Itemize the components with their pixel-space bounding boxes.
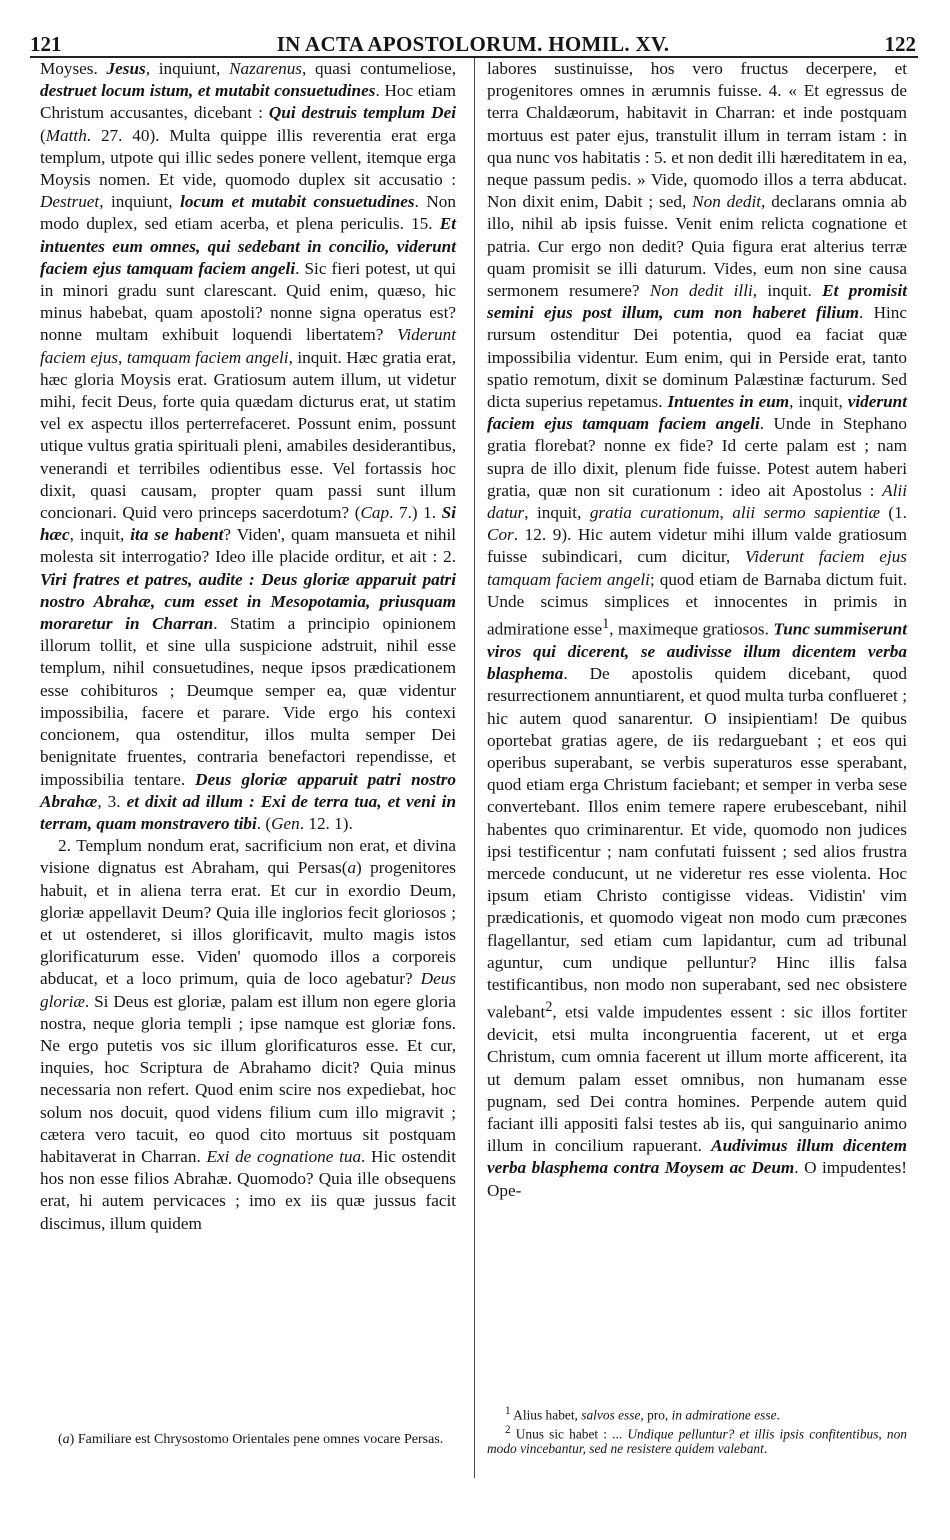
footnote-1: $^1$ Alius habet, salvos esse, pro, in admiratione esse. <box>505 1405 780 1423</box>
left-paragraph-1: Moyses. Jesus, inquiunt, Nazarenus, quasi contumeliose, destruet locum istum, et mutabit consuetudines. Hoc etiam Christum accusantes, dicebant : Qui destruis templum Dei (Matth. 27. 40). Multa quippe illis reverentia erat erga templum, utpote qui illic sedes ponere vellent, itemque erga Moysis nomen. Et vide, quomodo duplex sit accusatio : Destruet, inquiunt, locum et mutabit consuetudines. Non modo duplex, sed etiam acerba, et plena periculis. 15. Et intuentes eum omnes, qui sedebant in concilio, viderunt faciem ejus tamquam faciem angeli. Sic fieri potest, ut qui in minori gradu sunt clarescant. Quid enim, quæso, hic minus habebat, quam apostoli? nonne signa operatus est? nonne multam exhibuit loquendi libertatem? Viderunt faciem ejus, tamquam faciem angeli, inquit. Hæc gratia erat, hæc gloria Moysis erat. Gratiosum autem illum, ut videtur mihi, fecit Deus, forte quia quædam dicturus erat, ut statim vel ex aspectu illos perterrefaceret. Possunt enim, possunt utique vultus gratia spirituali pleni, amabiles desiderantibus, venerandi et terribiles odientibus esse. Vel fortassis hoc dixit, quasi causam, propter quam passi sunt illum concionari. Quid vero princeps sacerdotum? (Cap. 7.) 1. Si hæc, inquit, ita se habent? Viden', quam mansueta et nihil molesta sit interrogatio? Ideo ille placide orditur, et ait : 2. Viri fratres et patres, audite : Deus gloriæ apparuit patri nostro Abrahæ, cum esset in Mesopotamia, priusquam moraretur in Charran. Statim a principio opinionem illorum tollit, et sine ulla suspicione adstruit, nihil esse templum, nihil consuetudines, neque ipsos prædicationem esse cohibituros ; Deumque semper ea, quæ videntur impossibilia, facere et parare. Vide ergo his contexi concionem, qua ostenditur, illos multa semper Dei benignitate fruentes, contraria benefactori rependisse, et impossibilia tentare. Deus gloriæ apparuit patri nostro Abrahæ, 3. et dixit ad illum : Exi de terra tua, et veni in terram, quam monstravero tibi. (Gen. 12. 1). <box>40 59 457 833</box>
right-footnotes <box>487 1404 907 1457</box>
page-number-right: 122 <box>884 32 916 56</box>
right-column <box>487 58 907 1202</box>
running-title: IN ACTA APOSTOLORUM. HOMIL. XV. <box>276 32 670 56</box>
left-footnote <box>40 1432 460 1449</box>
footnote-2: $^2$ Unus sic habet : ... Undique pelluntur? et illis ipsis confitentibus, non modo vincebantur, sed ne resistere quidem valebant. <box>487 1423 907 1457</box>
column-divider <box>474 58 475 1478</box>
left-paragraph-2: 2. Templum nondum erat, sacrificium non erat, et divina visione dignatus est Abraham, qui Persas(a) progenitores habuit, et in aliena terra erat. Et cur in exordio Deum, gloriæ appellavit Deum? Quia ille inglorios fecit gloriosos ; et ut ostenderet, si illos glorificavit, multo magis istos glorificaturum esse. Viden' quomodo illos a corporeis abducat, et a loco primum, quia de loco agebatur? Deus gloriæ. Si Deus est gloriæ, palam est illum non egere gloria nostra, neque gloria templi ; ipse namque est gloriæ fons. Ne ergo putetis vos sic illum glorificaturos esse. Et cur, inquies, hoc Scriptura de Abrahamo dicit? Quia minus necessaria non refert. Quod enim scire nos expediebat, hoc solum nos docuit, quod videns filium cum illo migravit ; cætera vero tacuit, eo quod cito mortuus sit postquam habitaverat in Charran. Exi de cognatione tua. Hic ostendit hos non esse filios Abrahæ. Quomodo? Quia ille obsequens erat, hi autem pervicaces ; imo ex iis quæ jussus facit discimus, illum quidem <box>40 836 456 1233</box>
right-paragraph-1: labores sustinuisse, hos vero fructus decerpere, et progenitores omnes in ærumnis fuisse. 4. « Et egressus de terra Chaldæorum, habitavit in Charran: et inde postquam mortuus est pater ejus, transtulit illum in terram istam : in qua nunc vos habitatis : 5. et non dedit illi hæreditatem in ea, neque passum pedis. » Vide, quomodo illos a terra abducat. Non dixit enim, Dabit ; sed, Non dedit, declarans omnia ab illo, nihil ab ipsis fuisse. Venit enim relicta cognatione et patria. Cur ergo non dedit? Quia figura erat alterius terræ quam promisit se illi daturum. Vides, eum non sine causa sermonem resumere? Non dedit illi, inquit. Et promisit semini ejus post illum, cum non haberet filium. Hinc rursum ostenditur Dei potentia, quod ea faciat quæ impossibilia videntur. Eum enim, qui in Perside erat, tanto spatio remotum, dixit se dominum Palæstinæ facturum. Sed dicta superius repetamus. Intuentes in eum, inquit, viderunt faciem ejus tamquam faciem angeli. Unde in Stephano gratia florebat? nonne ex fide? Id certe palam est ; nam supra de illo dixit, plenum fide fuisse. Potest autem haberi gratia, quæ non sit curationum : ideo ait Apostolus : Alii datur, inquit, gratia curationum, alii sermo sapientiæ (1. Cor. 12. 9). Hic autem videtur mihi illum valde gratiosum fuisse subindicari, cum dicitur, Viderunt faciem ejus tamquam faciem angeli; quod etiam de Barnaba dictum fuit. Unde scimus simplices et innocentes in primis in admiratione esse$^1$, maximeque gratiosos. Tunc summiserunt viros qui dicerent, se audivisse illum dicentem verba blasphema. De apostolis quidem dicebant, quod resurrectionem annuntiarent, et quod multa turba conflueret ; hic autem quod sanarentur. O insipientiam! De quibus oportebat gratias agere, de iis redarguebant ; et eos qui operibus superabant, se verbis superaturos esse sperabant, quod etiam erga Christum faciebant; et semper in verba sese convertebant. Illos enim temere rapere erubescebant, nihil habentes quo criminarentur. Et vide, quomodo non judices ipsi testificentur ; nam confutati fuissent ; sed alios frustra mercede conducunt, ut ne videretur res esse violenta. Hoc ipsum etiam Christo contigisse videas. Vidistin' vim prædicationis, et quomodo vigeat non modo cum præcones flagellantur, sed etiam cum lapidantur, cum ad tribunal aguntur, cum undique pelluntur? Hinc illis falsa testificantibus, non modo non superabant, sed nec obsistere valebant$^2$, etsi valde impudentes essent : sic illos fortiter devicit, etsi multa incongruentia facerent, ut et erga Christum, cum omnia facerent ut illum morte afficerent, ita ut demum palam esset omnibus, non humanam esse pugnam, sed Dei contra homines. Perpende autem quid faciant illi appositi falsi testes ab iis, qui sanguinario animo illum in concilium rapuerant. Audivimus illum dicentem verba blasphema contra Moysem ac Deum. O impudentes! Ope- <box>487 59 908 1200</box>
footnote-a: (a) Familiare est Chrysostomo Orientales pene omnes vocare Persas. <box>58 1432 444 1447</box>
left-column <box>40 58 456 1235</box>
page-header <box>28 28 918 58</box>
page-number-left: 121 <box>30 32 62 56</box>
